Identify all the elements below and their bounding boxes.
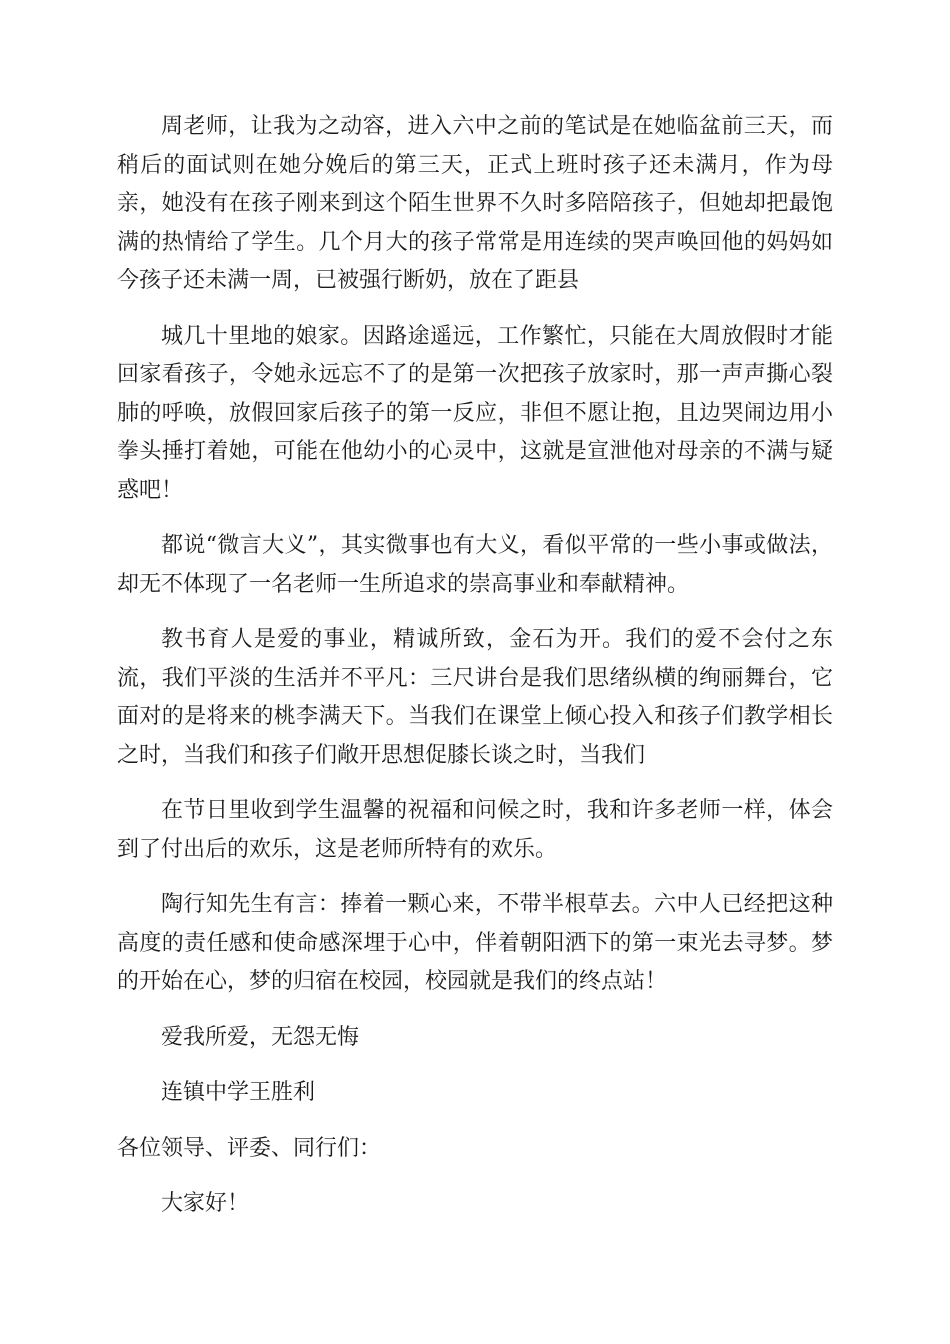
paragraph-tao-xingzhi: 陶行知先生有言：捧着一颗心来，不带半根草去。六中人已经把这种高度的责任感和使命感深埋于心中，伴着朝阳洒下的第一束光去寻梦。梦的开始在心，梦的归宿在校园，校园就是我们的终点站！: [117, 892, 833, 994]
document-body: [117, 108, 833, 1241]
paragraph-festival-joy: 在节日里收到学生温馨的祝福和问候之时，我和许多老师一样，体会到了付出后的欢乐，这是老师所特有的欢乐。: [117, 798, 833, 862]
speech-salutation: 各位领导、评委、同行们：: [117, 1135, 382, 1161]
speech-author: 连镇中学王胜利: [161, 1080, 316, 1105]
speech-greeting: 大家好！: [161, 1191, 250, 1216]
paragraph-education-love: 教书育人是爱的事业，精诚所致，金石为开。我们的爱不会付之东流，我们平淡的生活并不平凡：三尺讲台是我们思绪纵横的绚丽舞台，它面对的是将来的桃李满天下。当我们在课堂上倾心投入和孩子们教学相长之时，当我们和孩子们敞开思想促膝长谈之时，当我们: [117, 627, 833, 768]
speech-title: 爱我所爱，无怨无悔: [161, 1024, 360, 1050]
paragraph-teacher-zhou: 周老师，让我为之动容，进入六中之前的笔试是在她临盆前三天，而稍后的面试则在她分娩后的第三天，正式上班时孩子还未满月，作为母亲，她没有在孩子刚来到这个陌生世界不久时多陪陪孩子，但她却把最饱满的热情给了学生。几个月大的孩子常常是用连续的哭声唤回他的妈妈如今孩子还未满一周，已被强行断奶，放在了距县: [117, 114, 833, 293]
paragraph-hometown: 城几十里地的娘家。因路途遥远，工作繁忙，只能在大周放假时才能回家看孩子，令她永远忘不了的是第一次把孩子放家时，那一声声撕心裂肺的呼唤，放假回家后孩子的第一反应，非但不愿让抱，且边哭闹边用小拳头捶打着她，可能在他幼小的心灵中，这就是宣泄他对母亲的不满与疑惑吧！: [117, 323, 833, 503]
paragraph-small-things: 都说“微言大义”，其实微事也有大义，看似平常的一些小事或做法，却无不体现了一名老师一生所追求的崇高事业和奉献精神。: [117, 533, 833, 597]
